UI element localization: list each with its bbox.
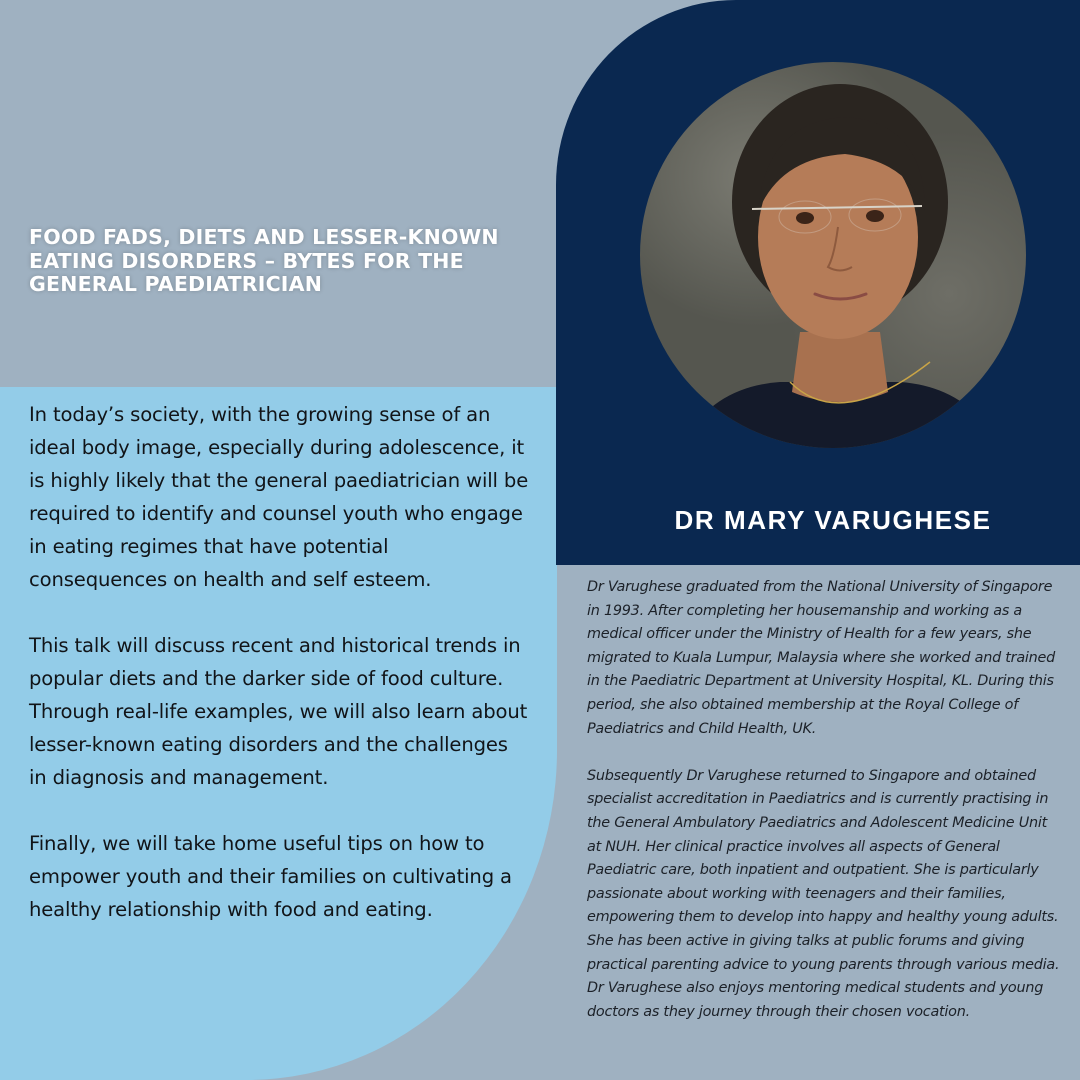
speaker-bio xyxy=(587,576,1065,1024)
talk-abstract xyxy=(29,398,529,926)
bio-paragraph: Subsequently Dr Varughese returned to Singapore and obtained specialist accreditation in Paediatrics and is currently practising in the General Ambulatory Paediatrics and Adolescent Medicine Unit at NUH. Her clinical practice involves all aspects of General Paediatric care, both inpatient and outpatient. She is particularly passionate about working with teenagers and their families, empowering them to develop into happy and healthy young adults. She has been active in giving talks at public forums and giving practical parenting advice to young parents through various media. Dr Varughese also enjoys mentoring medical students and young doctors as they journey through their chosen vocation. xyxy=(587,767,1060,1020)
abstract-paragraph: In today’s society, with the growing sense of an ideal body image, especially during adolescence, it is highly likely that the general paediatrician will be required to identify and counsel youth who engage in eating regimes that have potential consequences on health and self esteem. xyxy=(29,403,529,591)
speaker-photo xyxy=(640,62,1026,448)
speaker-name: DR MARY VARUGHESE xyxy=(674,505,992,535)
abstract-paragraph: This talk will discuss recent and historical trends in popular diets and the darker side of food culture. Through real-life examples, we will also learn about lesser-known eating disorders and the challenges in diagnosis and management. xyxy=(29,634,528,789)
abstract-paragraph: Finally, we will take home useful tips on how to empower youth and their families on cultivating a healthy relationship with food and eating. xyxy=(29,832,512,921)
portrait-illustration-icon xyxy=(640,62,1026,448)
talk-title: FOOD FADS, DIETS AND LESSER-KNOWN EATING DISORDERS – BYTES FOR THE GENERAL PAEDIATRICIAN xyxy=(29,225,499,296)
bio-paragraph: Dr Varughese graduated from the National University of Singapore in 1993. After completing her housemanship and working as a medical officer under the Ministry of Health for a few years, she migrated to Kuala Lumpur, Malaysia where she worked and trained in the Paediatric Department at University Hospital, KL. During this period, she also obtained membership at the Royal College of Paediatrics and Child Health, UK. xyxy=(587,579,1056,737)
